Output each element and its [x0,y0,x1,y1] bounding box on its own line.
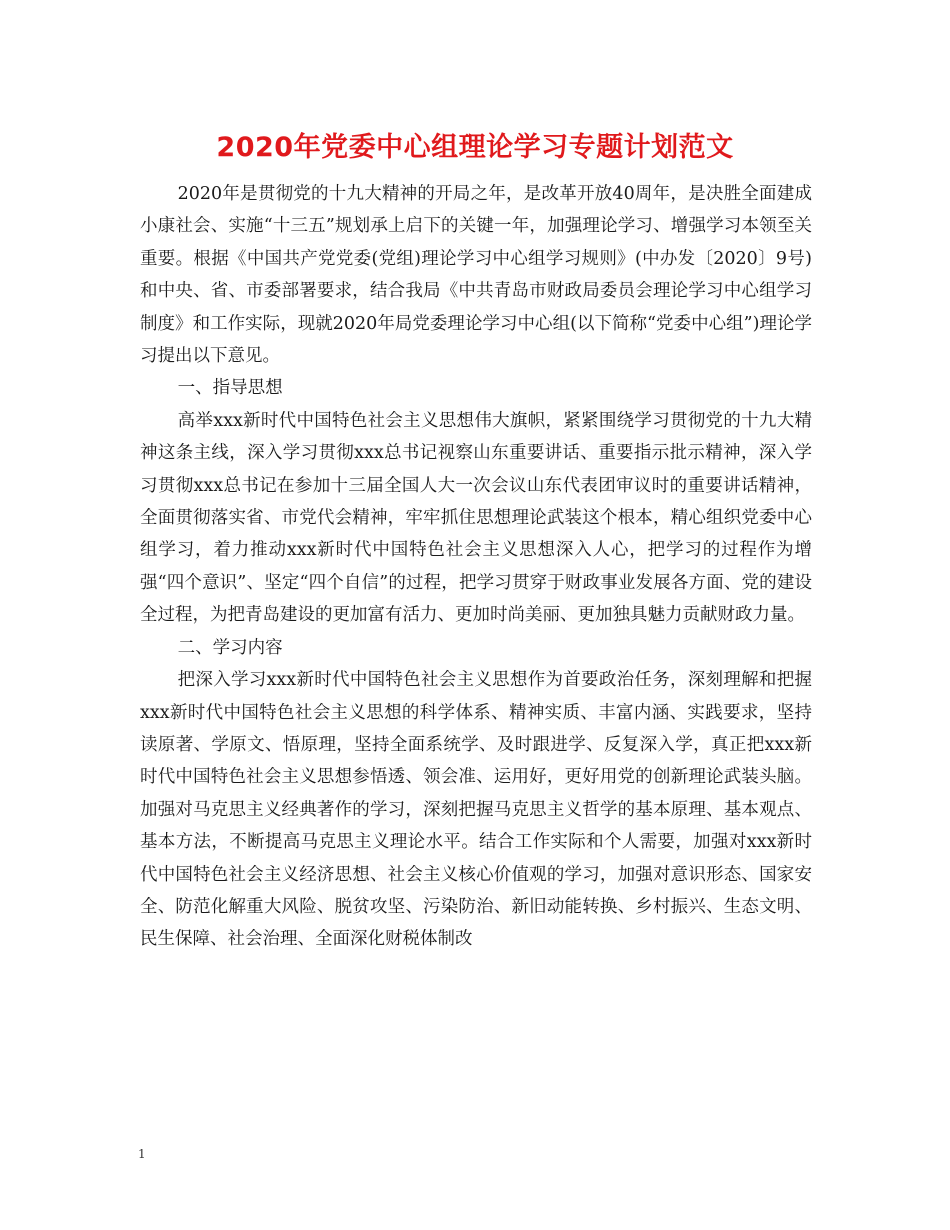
document-title: 2020年党委中心组理论学习专题计划范文 [216,132,734,163]
page-number: 1 [138,1147,146,1161]
section-heading-guiding-ideology: 一、指导思想 [177,378,283,399]
study-content-paragraph: 把深入学习xxx新时代中国特色社会主义思想作为首要政治任务，深刻理解和把握xxx新时代中国特色社会主义思想的科学体系、精神实质、丰富内涵、实践要求，坚持读原著、学原文、悟原理，坚持全面系统学、及时跟进学、反复深入学，真正把xxx新时代中国特色社会主义思想参悟透、领会准、运用好，更好用党的创新理论武装头脑。加强对马克思主义经典著作的学习，深刻把握马克思主义哲学的基本原理、基本观点、基本方法，不断提高马克思主义理论水平。结合工作实际和个人需要，加强对xxx新时代中国特色社会主义经济思想、社会主义核心价值观的学习，加强对意识形态、国家安全、防范化解重大风险、脱贫攻坚、污染防治、新旧动能转换、乡村振兴、生态文明、民生保障、社会治理、全面深化财税体制改 [140,670,812,950]
guiding-ideology-paragraph: 高举xxx新时代中国特色社会主义思想伟大旗帜，紧紧围绕学习贯彻党的十九大精神这条主线，深入学习贯彻xxx总书记视察山东重要讲话、重要指示批示精神，深入学习贯彻xxx总书记在参加十三届全国人大一次会议山东代表团审议时的重要讲话精神，全面贯彻落实省、市党代会精神，牢牢抓住思想理论武装这个根本，精心组织党委中心组学习，着力推动xxx新时代中国特色社会主义思想深入人心，把学习的过程作为增强“四个意识”、坚定“四个自信”的过程，把学习贯穿于财政事业发展各方面、党的建设全过程，为把青岛建设的更加富有活力、更加时尚美丽、更加独具魅力贡献财政力量。 [140,410,812,626]
section-heading-study-content: 二、学习内容 [177,637,283,658]
document-body [140,178,812,956]
intro-paragraph: 2020年是贯彻党的十九大精神的开局之年，是改革开放40周年，是决胜全面建成小康社会、实施“十三五”规划承上启下的关键一年，加强理论学习、增强学习本领至关重要。根据《中国共产党党委(党组)理论学习中心组学习规则》(中办发〔2020〕9号)和中央、省、市委部署要求，结合我局《中共青岛市财政局委员会理论学习中心组学习制度》和工作实际，现就2020年局党委理论学习中心组(以下简称“党委中心组”)理论学习提出以下意见。 [140,184,812,367]
